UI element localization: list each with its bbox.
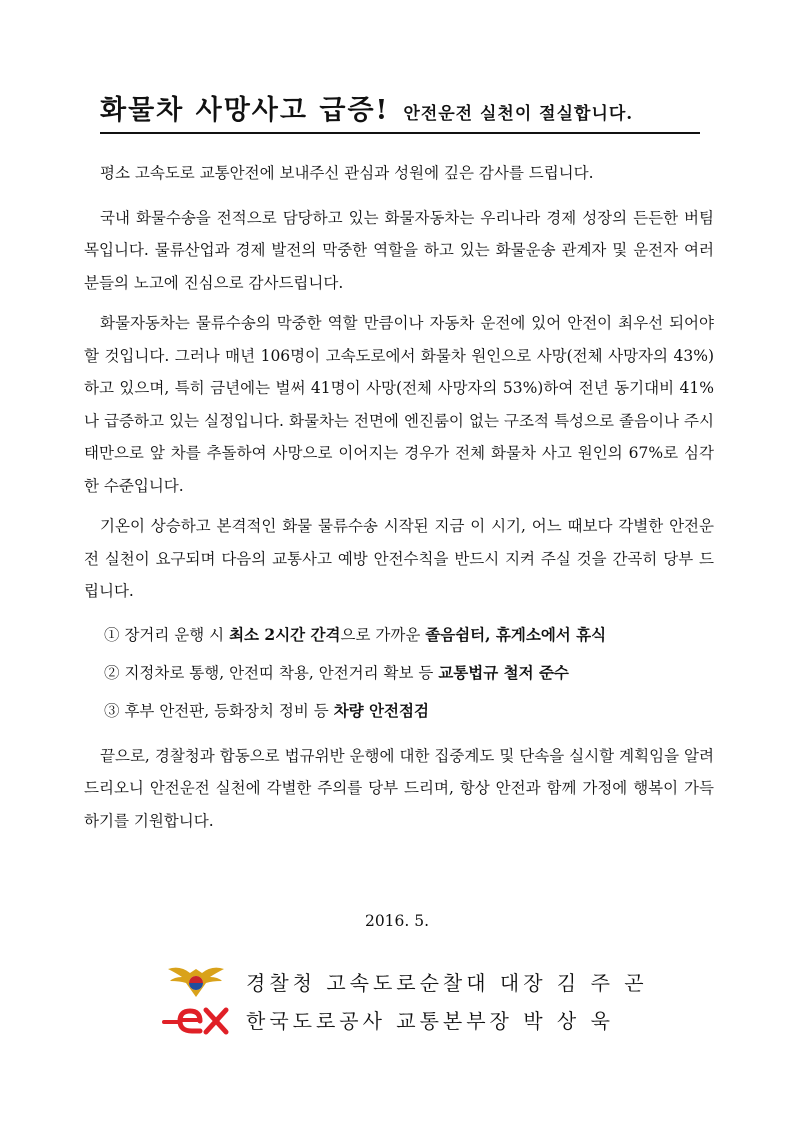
rule-text: 지정차로 통행, 안전띠 착용, 안전거리 확보 등 xyxy=(124,663,439,682)
signature-ex-text: 한국도로공사 교통본부장 박 상 욱 xyxy=(246,1008,614,1033)
rule-emphasis: 최소 2시간 간격 xyxy=(229,624,341,644)
paragraph-closing: 끝으로, 경찰청과 합동으로 법규위반 운행에 대한 집중계도 및 단속을 실시할 계획임을 알려드리오니 안전운전 실천에 각별한 주의를 당부 드리며, 항상 안전과 함께 가정에 행복이 가득하기를 기원합니다. xyxy=(84,746,714,830)
document-body xyxy=(84,157,714,845)
safety-rule-2 xyxy=(84,654,714,692)
document-date: 2016. 5. xyxy=(364,912,430,930)
rule-emphasis: 졸음쉼터, 휴게소에서 휴식 xyxy=(425,624,607,644)
paragraph-statistics: 화물자동차는 물류수송의 막중한 역할 만큼이나 자동차 운전에 있어 안전이 최우선 되어야 할 것입니다. 그러나 매년 106명이 고속도로에서 화물차 원인으로 사망(전체 사망자의 43%)하고 있으며, 특히 금년에는 벌써 41명이 사망(전체 사망자의 53%)하여 전년 동기대비 41%나 급증하고 있는 실정입니다. 화물차는 전면에 엔진룸이 없는 구조적 특성으로 졸음이나 주시태만으로 앞 차를 추돌하여 사망으로 이어지는 경우가 전체 화물차 사고 원인의 67%로 심각한 수준입니다. xyxy=(84,314,714,495)
rule-marker: ② xyxy=(104,663,120,682)
paragraph-thanks: 국내 화물수송을 전적으로 담당하고 있는 화물자동차는 우리나라 경제 성장의 든든한 버팀목입니다. 물류산업과 경제 발전의 막중한 역할을 하고 있는 화물운송 관계자 및 운전자 여러분들의 노고에 진심으로 감사드립니다. xyxy=(84,208,714,292)
rule-emphasis: 차량 안전점검 xyxy=(333,700,429,720)
rule-emphasis: 교통법규 철저 준수 xyxy=(438,662,569,682)
rule-text: 으로 가까운 xyxy=(340,625,426,644)
ex-logo-icon xyxy=(160,1001,232,1037)
signature-police xyxy=(160,962,680,1000)
rule-marker: ① xyxy=(104,625,120,644)
signature-police-text: 경찰청 고속도로순찰대 대장 김 주 곤 xyxy=(246,970,648,995)
signature-ex xyxy=(160,1000,680,1038)
safety-rule-1 xyxy=(84,616,714,654)
title-sub: 안전운전 실천이 절실합니다. xyxy=(403,104,634,124)
rule-text: 장거리 운행 시 xyxy=(124,625,230,644)
rule-marker: ③ xyxy=(104,701,120,720)
paragraph-request: 기온이 상승하고 본격적인 화물 물류수송 시작된 지금 이 시기, 어느 때보다 각별한 안전운전 실천이 요구되며 다음의 교통사고 예방 안전수칙을 반드시 지켜 주실 것을 간곡히 당부 드립니다. xyxy=(84,517,714,600)
title-main: 화물차 사망사고 급증! xyxy=(100,95,390,126)
safety-rules-list xyxy=(84,616,714,730)
signature-block xyxy=(160,962,680,1038)
police-emblem-icon xyxy=(160,963,232,999)
rule-text: 후부 안전판, 등화장치 정비 등 xyxy=(124,701,334,720)
safety-rule-3 xyxy=(84,692,714,730)
document-title xyxy=(100,88,700,134)
paragraph-greeting: 평소 고속도로 교통안전에 보내주신 관심과 성원에 깊은 감사를 드립니다. xyxy=(100,164,594,182)
